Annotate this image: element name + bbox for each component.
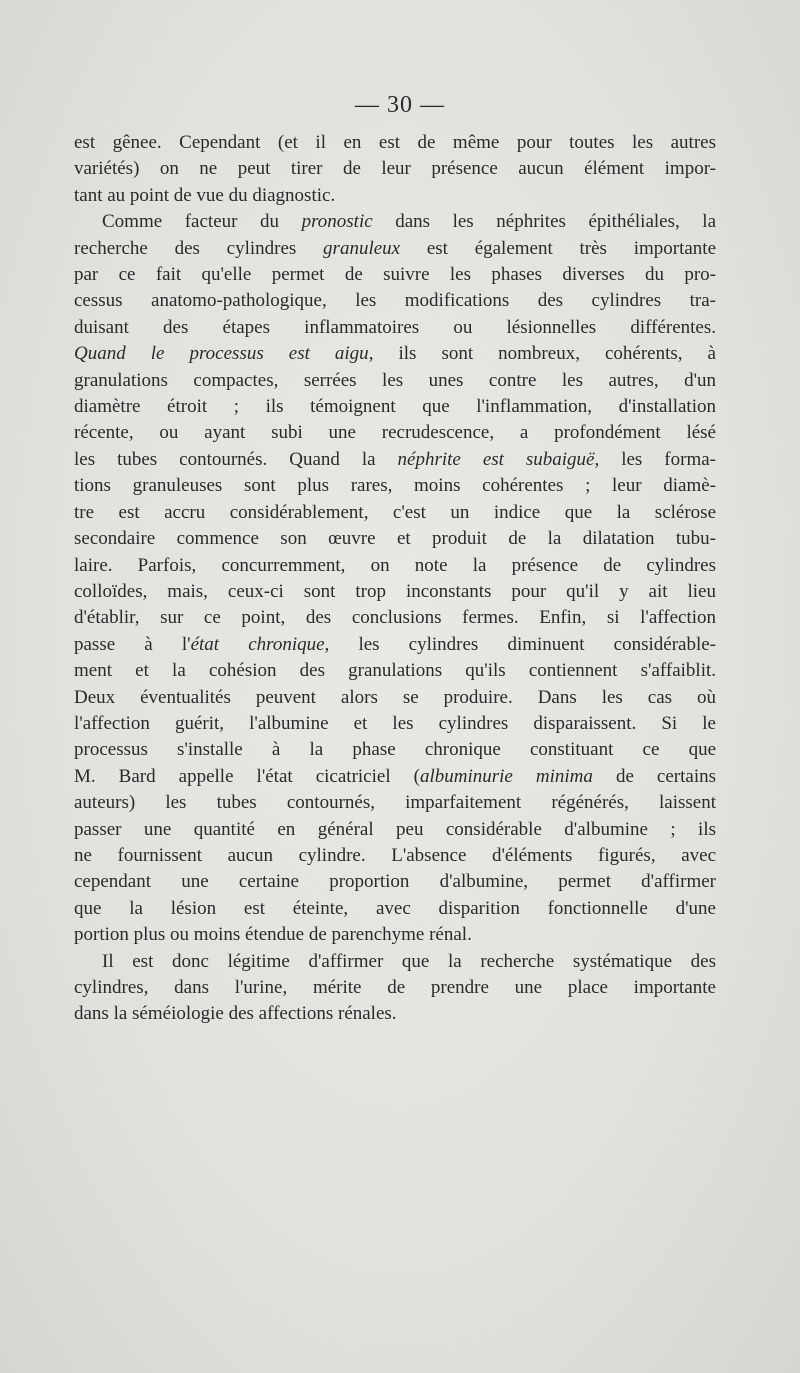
text-line	[74, 896, 716, 922]
text-run: dans la séméiologie des affections rénales.	[74, 1003, 397, 1025]
text-line	[74, 236, 716, 262]
text-line	[74, 843, 716, 869]
text-run: ment et la cohésion des granulations qu'ils contiennent s'affaiblit.	[74, 660, 716, 682]
italic-run: état chronique	[190, 633, 325, 655]
italic-run: granuleux	[323, 237, 401, 259]
text-run: secondaire commence son œuvre et produit de la dilatation tubu-	[74, 528, 716, 550]
paragraph	[74, 130, 716, 209]
text-run: est gênee. Cependant (et il en est de même pour toutes les autres	[74, 132, 716, 153]
text-run: , les cylindres diminuent considérable-	[324, 633, 716, 655]
text-run: d'établir, sur ce point, des conclusions fermes. Enfin, si l'affection	[74, 607, 716, 629]
body-text	[74, 130, 716, 1028]
text-run: portion plus ou moins étendue de parenchyme rénal.	[74, 924, 472, 946]
text-run: tre est accru considérablement, c'est un indice que la sclérose	[74, 501, 716, 523]
text-line	[74, 341, 716, 367]
text-run: M. Bard appelle l'état cicatriciel (	[74, 765, 420, 787]
text-run: , ils sont nombreux, cohérents, à	[368, 343, 716, 365]
text-run: Il est donc légitime d'affirmer que la recherche systématique des	[102, 950, 716, 972]
text-run: , les forma-	[594, 448, 716, 470]
text-run: cylindres, dans l'urine, mérite de prendre une place importante	[74, 977, 716, 998]
text-run: cependant une certaine proportion d'albumine, permet d'affirmer	[74, 871, 716, 893]
text-run: auteurs) les tubes contournés, imparfaitement régénérés, laissent	[74, 792, 716, 814]
text-line	[74, 949, 716, 975]
text-run: tant au point de vue du diagnostic.	[74, 184, 336, 206]
text-line	[74, 420, 716, 446]
text-run: cessus anatomo-pathologique, les modifications des cylindres tra-	[74, 290, 716, 312]
text-line	[74, 632, 716, 658]
page-number: — 30 —	[355, 92, 445, 118]
text-line	[74, 394, 716, 420]
text-run: dans les néphrites épithéliales, la	[372, 211, 716, 233]
text-run: passer une quantité en général peu considérable d'albumine ; ils	[74, 818, 716, 840]
text-run: l'affection guérit, l'albumine et les cylindres disparaissent. Si le	[74, 712, 716, 734]
text-line	[74, 975, 716, 1001]
text-run: ne fournissent aucun cylindre. L'absence d'éléments figurés, avec	[74, 844, 716, 866]
italic-run: pronostic	[301, 211, 373, 233]
text-line	[74, 817, 716, 843]
text-line	[74, 183, 716, 209]
text-run: duisant des étapes inflammatoires ou lésionnelles différentes.	[74, 316, 716, 338]
text-run: récente, ou ayant subi une recrudescence, a profondément lésé	[74, 422, 716, 444]
text-run: passe à l'	[74, 633, 191, 655]
paragraph	[74, 209, 716, 948]
text-run: laire. Parfois, concurremment, on note la présence de cylindres	[74, 554, 716, 576]
text-line	[74, 473, 716, 499]
text-line	[74, 1001, 716, 1027]
italic-run: Quand le processus est aigu	[74, 343, 369, 365]
text-line	[74, 658, 716, 684]
text-run: diamètre étroit ; ils témoignent que l'inflammation, d'installation	[74, 396, 716, 418]
text-run: tions granuleuses sont plus rares, moins cohérentes ; leur diamè-	[74, 475, 716, 497]
text-line	[74, 368, 716, 394]
text-line	[74, 500, 716, 526]
text-line	[74, 288, 716, 314]
text-run: les tubes contournés. Quand la	[74, 448, 398, 470]
text-line	[74, 315, 716, 341]
text-line	[74, 869, 716, 895]
text-line	[74, 209, 716, 235]
text-run: que la lésion est éteinte, avec disparition fonctionnelle d'une	[74, 897, 716, 919]
text-line	[74, 737, 716, 763]
text-run: Deux éventualités peuvent alors se produire. Dans les cas où	[74, 686, 716, 708]
text-line	[74, 447, 716, 473]
text-run: colloïdes, mais, ceux-ci sont trop inconstants pour qu'il y ait lieu	[74, 580, 716, 602]
text-line	[74, 764, 716, 790]
paragraph	[74, 949, 716, 1028]
text-line	[74, 262, 716, 288]
text-run: granulations compactes, serrées les unes contre les autres, d'un	[74, 369, 716, 391]
text-run: est également très importante	[400, 237, 717, 259]
text-run: Comme facteur du	[102, 211, 302, 233]
text-run: processus s'installe à la phase chronique constituant ce que	[74, 739, 716, 761]
italic-run: néphrite est subaiguë	[397, 448, 595, 470]
text-run: recherche des cylindres	[74, 237, 324, 259]
text-line	[74, 553, 716, 579]
text-run: par ce fait qu'elle permet de suivre les phases diverses du pro-	[74, 264, 716, 286]
text-line	[74, 526, 716, 552]
text-run: de certains	[592, 765, 717, 787]
text-line	[74, 156, 716, 182]
text-line	[74, 605, 716, 631]
text-line	[74, 685, 716, 711]
italic-run: albuminurie minima	[419, 765, 593, 787]
text-line	[74, 579, 716, 605]
text-run: variétés) on ne peut tirer de leur présence aucun élément impor-	[74, 158, 716, 180]
text-line	[74, 130, 716, 156]
text-line	[74, 711, 716, 737]
text-line	[74, 790, 716, 816]
text-line	[74, 922, 716, 948]
